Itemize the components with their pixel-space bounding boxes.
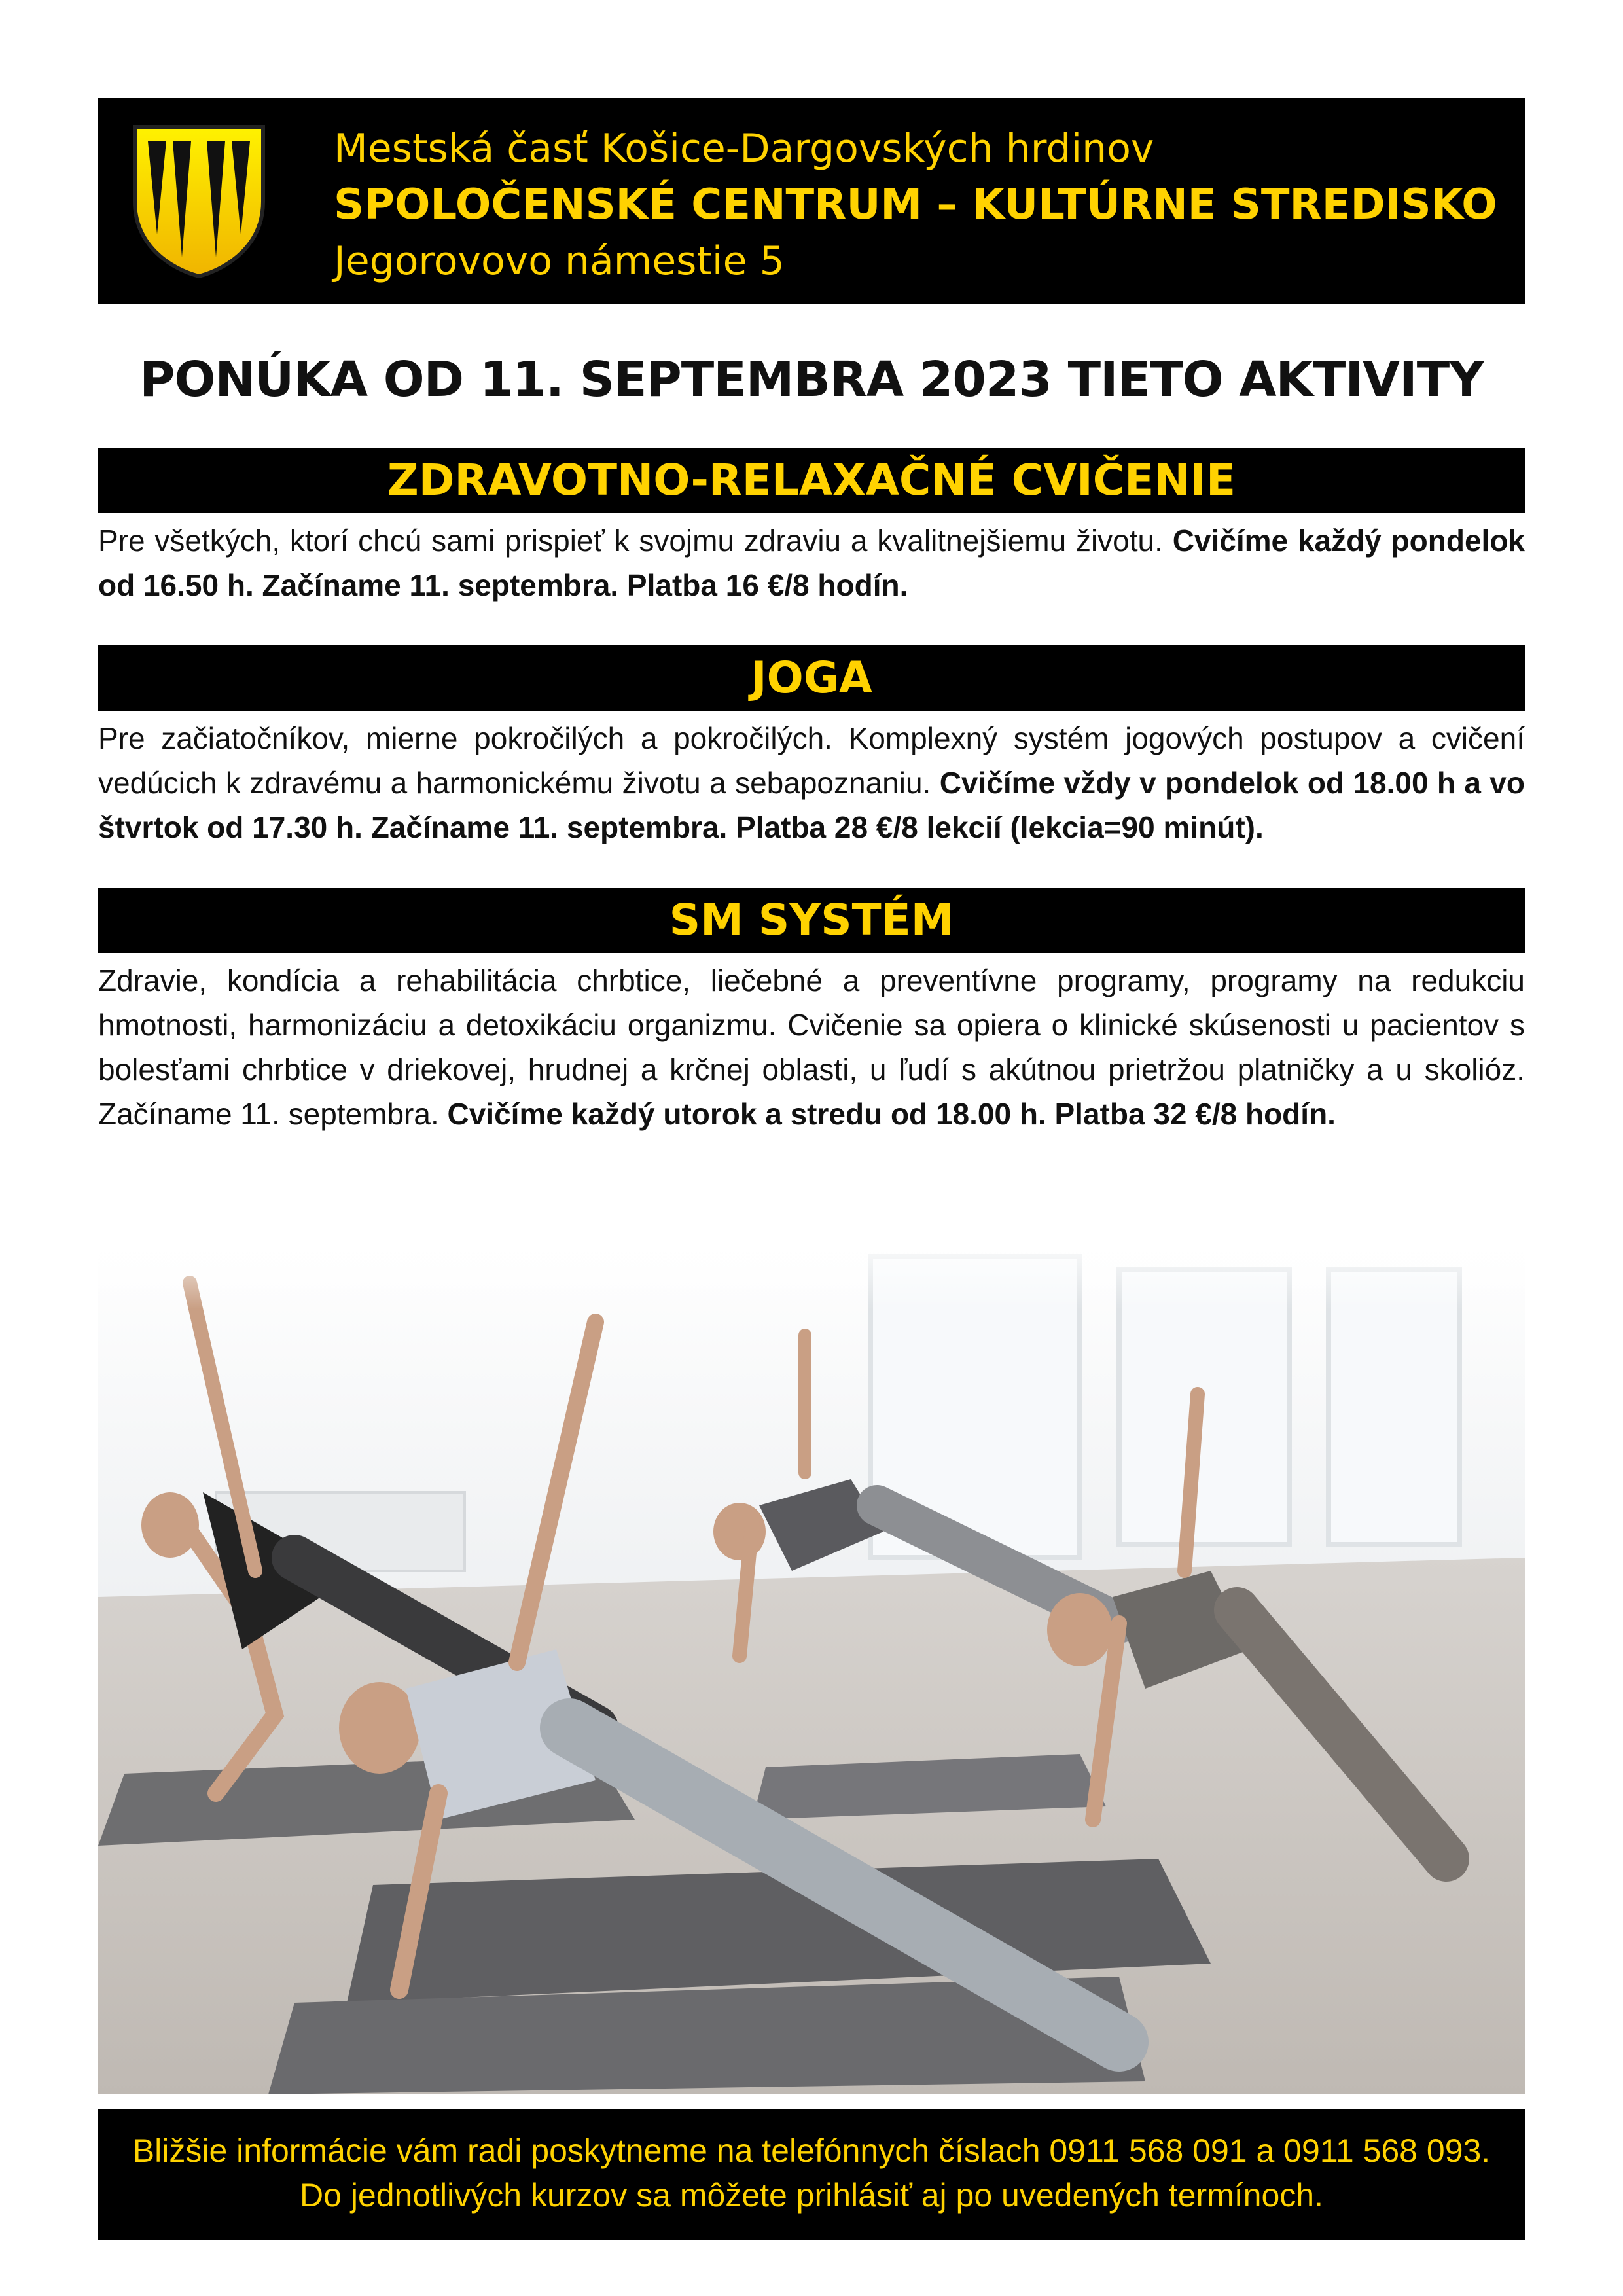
section-description: Pre všetkých, ktorí chcú sami prispieť k svojmu zdraviu a kvalitnejšiemu životu. Cvičíme každý pondelok od 16.50 h. Začíname 11. septembra. Platba 16 €/8 hodín. xyxy=(98,524,1525,602)
section-description: Pre začiatočníkov, mierne pokročilých a pokročilých. Komplexný systém jogových postupov a cvičení vedúcich k zdravému a harmonickému životu a sebapoznaniu. Cvičíme vždy v pondelok od 18.00 h a vo štvrtok od 17.30 h. Začíname 11. septembra. Platba 28 €/8 lekcií (lekcia=90 minút). xyxy=(98,721,1525,844)
section-relax xyxy=(98,448,1525,607)
flyer-page xyxy=(98,98,1525,1136)
section-title: JOGA xyxy=(98,645,1525,711)
center-name: SPOLOČENSKÉ CENTRUM – KULTÚRNE STREDISKO xyxy=(334,181,1497,229)
section-sm-system xyxy=(98,888,1525,1136)
section-title: ZDRAVOTNO-RELAXAČNÉ CVIČENIE xyxy=(98,448,1525,513)
yoga-class-photo xyxy=(98,1230,1525,2094)
district-name: Mestská časť Košice-Dargovských hrdinov xyxy=(334,126,1154,171)
section-yoga xyxy=(98,645,1525,850)
address: Jegorovovo námestie 5 xyxy=(334,238,785,284)
section-description: Zdravie, kondícia a rehabilitácia chrbtice, liečebné a preventívne programy, programy na redukciu hmotnosti, harmonizáciu a detoxikáciu organizmu. Cvičenie sa opiera o klinické skúsenosti u pacientov s bolesťami chrbtice v driekovej, hrudnej a krčnej oblasti, u ľudí s akútnou prietržou platničky a u skolióz. Začíname 11. septembra. Cvičíme každý utorok a stredu od 18.00 h. Platba 32 €/8 hodín. xyxy=(98,963,1525,1131)
section-title: SM SYSTÉM xyxy=(98,888,1525,953)
footer-contact: Bližšie informácie vám radi poskytneme na telefónnych číslach 0911 568 091 a 0911 568 093. xyxy=(132,2132,1491,2169)
coat-of-arms-icon xyxy=(131,123,267,279)
footer-note: Do jednotlivých kurzov sa môžete prihlásiť aj po uvedených termínoch. xyxy=(300,2177,1323,2214)
page-title: PONÚKA OD 11. SEPTEMBRA 2023 TIETO AKTIVITY xyxy=(139,351,1484,408)
footer-banner xyxy=(98,2109,1525,2240)
header-text xyxy=(334,120,1497,289)
header-banner xyxy=(98,98,1525,304)
